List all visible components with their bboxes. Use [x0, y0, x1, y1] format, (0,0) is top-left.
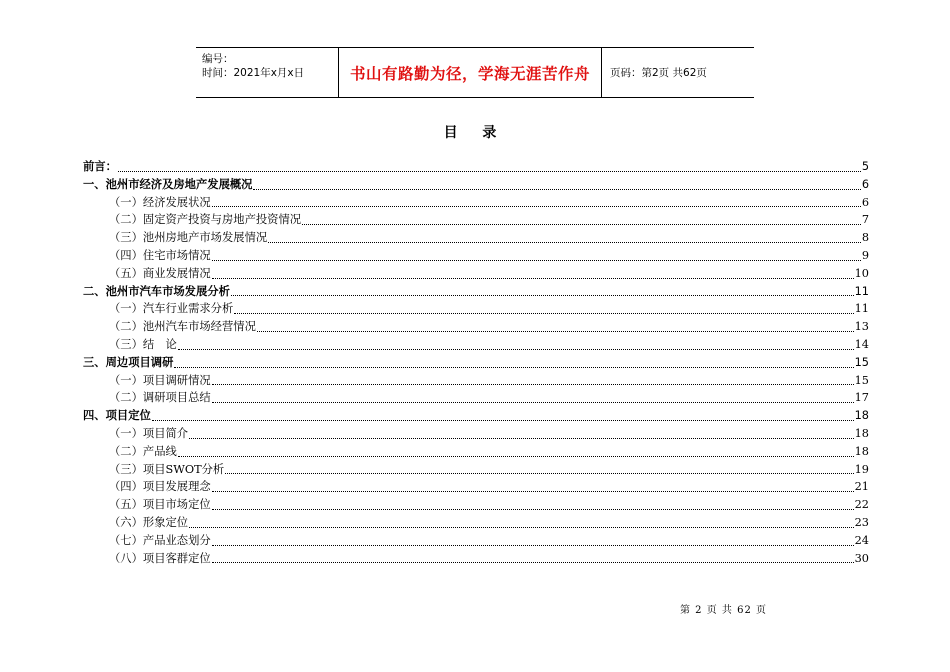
- toc-entry-section[interactable]: [83, 372, 869, 390]
- toc-entry-label: （二）池州汽车市场经营情况: [109, 320, 256, 334]
- toc-entry-chapter[interactable]: [83, 158, 869, 176]
- toc-entry-page: 17: [854, 391, 869, 405]
- toc-entry-label: （一）项目简介: [109, 426, 189, 440]
- toc-entry-section[interactable]: [83, 532, 869, 550]
- toc-entry-label: 三、周边项目调研: [83, 355, 174, 369]
- toc-entry-section[interactable]: [83, 514, 869, 532]
- toc-entry-label: （二）固定资产投资与房地产投资情况: [109, 213, 302, 227]
- toc-entry-label: （三）结 论: [109, 337, 177, 351]
- toc-entry-section[interactable]: [83, 478, 869, 496]
- toc-entry-page: 11: [854, 302, 869, 316]
- toc-entry-label: （七）产品业态划分: [109, 533, 211, 547]
- toc-dot-leader: [212, 259, 861, 261]
- toc-entry-page: 22: [854, 498, 869, 512]
- toc-entry-page: 6: [861, 177, 869, 191]
- toc-entry-label: 前言：: [83, 160, 117, 173]
- toc-entry-label: （二）产品线: [109, 444, 177, 458]
- toc-dot-leader: [152, 419, 854, 421]
- time-label: 时间：2021年x月x日: [202, 67, 305, 79]
- toc-entry-page: 11: [854, 284, 869, 298]
- toc-dot-leader: [212, 508, 854, 510]
- toc-entry-label: （六）形象定位: [109, 515, 189, 529]
- toc-entry-chapter[interactable]: [83, 354, 869, 372]
- toc-dot-leader: [212, 401, 854, 403]
- toc-entry-page: 18: [854, 409, 869, 423]
- toc-entry-label: （八）项目客群定位: [109, 551, 211, 565]
- toc-entry-page: 18: [854, 444, 869, 458]
- toc-entry-section[interactable]: [83, 318, 869, 336]
- toc-entry-section[interactable]: [83, 300, 869, 318]
- toc-entry-section[interactable]: [83, 336, 869, 354]
- toc-dot-leader: [118, 170, 861, 172]
- toc-entry-page: 5: [861, 160, 869, 173]
- toc-entry-page: 15: [854, 373, 869, 387]
- toc-dot-leader: [225, 472, 853, 474]
- page-info-cell: [602, 48, 754, 97]
- toc-dot-leader: [212, 544, 854, 546]
- motto-cell: [339, 48, 602, 97]
- toc-entry-label: （三）项目SWOT分析: [109, 462, 225, 476]
- page-footer: 第 2 页 共 62 页: [680, 605, 767, 616]
- toc-entry-page: 13: [854, 320, 869, 334]
- toc-entry-page: 10: [854, 266, 869, 280]
- motto-text: 书山有路勤为径，学海无涯苦作舟: [349, 64, 590, 83]
- toc-entry-label: （五）项目市场定位: [109, 498, 211, 512]
- toc-entry-label: （三）池州房地产市场发展情况: [109, 231, 268, 245]
- toc-dot-leader: [178, 455, 854, 457]
- toc-entry-label: （四）项目发展理念: [109, 480, 211, 494]
- toc-entry-page: 19: [854, 462, 869, 476]
- toc-entry-chapter[interactable]: [83, 283, 869, 301]
- toc-dot-leader: [302, 223, 861, 225]
- toc-entry-page: 30: [854, 551, 869, 565]
- toc-entry-chapter[interactable]: [83, 176, 869, 194]
- toc-dot-leader: [189, 526, 854, 528]
- toc-entry-page: 8: [861, 231, 869, 245]
- toc-entry-label: （一）汽车行业需求分析: [109, 302, 234, 316]
- toc-entry-label: （一）项目调研情况: [109, 373, 211, 387]
- toc-entry-label: 一、池州市经济及房地产发展概况: [83, 177, 253, 191]
- toc-entry-page: 23: [854, 515, 869, 529]
- toc-entry-page: 18: [854, 426, 869, 440]
- toc-entry-section[interactable]: [83, 265, 869, 283]
- toc-dot-leader: [212, 383, 854, 385]
- toc-entry-section[interactable]: [83, 389, 869, 407]
- number-label: 编号：: [202, 53, 234, 65]
- toc-entry-section[interactable]: [83, 194, 869, 212]
- toc-entry-label: （一）经济发展状况: [109, 195, 211, 209]
- toc-entry-label: （五）商业发展情况: [109, 266, 211, 280]
- page-header-table: [196, 47, 754, 98]
- toc-entry-section[interactable]: [83, 496, 869, 514]
- toc-dot-leader: [212, 490, 854, 492]
- toc-dot-leader: [253, 188, 860, 190]
- toc-dot-leader: [212, 277, 854, 279]
- toc-entry-page: 6: [861, 195, 869, 209]
- table-of-contents: [83, 158, 869, 567]
- toc-dot-leader: [174, 366, 853, 368]
- header-meta-cell: [196, 48, 339, 97]
- toc-title: 目 录: [443, 125, 507, 141]
- toc-dot-leader: [189, 437, 854, 439]
- toc-entry-section[interactable]: [83, 550, 869, 568]
- toc-entry-page: 24: [854, 533, 869, 547]
- toc-entry-section[interactable]: [83, 211, 869, 229]
- toc-entry-label: （二）调研项目总结: [109, 391, 211, 405]
- toc-entry-section[interactable]: [83, 247, 869, 265]
- toc-entry-section[interactable]: [83, 443, 869, 461]
- toc-entry-label: 四、项目定位: [83, 409, 151, 423]
- toc-dot-leader: [212, 561, 854, 563]
- toc-entry-page: 14: [854, 337, 869, 351]
- toc-dot-leader: [268, 241, 861, 243]
- toc-entry-label: （四）住宅市场情况: [109, 248, 211, 262]
- toc-entry-section[interactable]: [83, 461, 869, 479]
- toc-entry-page: 9: [861, 248, 869, 262]
- toc-entry-page: 21: [854, 480, 869, 494]
- page-info-text: 页码：第2页 共62页: [610, 67, 707, 79]
- toc-dot-leader: [234, 312, 853, 314]
- toc-dot-leader: [212, 205, 861, 207]
- toc-entry-page: 7: [861, 213, 869, 227]
- toc-dot-leader: [231, 294, 854, 296]
- toc-entry-label: 二、池州市汽车市场发展分析: [83, 284, 230, 298]
- toc-entry-chapter[interactable]: [83, 407, 869, 425]
- toc-entry-page: 15: [854, 355, 869, 369]
- toc-dot-leader: [257, 330, 854, 332]
- toc-entry-section[interactable]: [83, 425, 869, 443]
- toc-dot-leader: [178, 348, 854, 350]
- toc-entry-section[interactable]: [83, 229, 869, 247]
